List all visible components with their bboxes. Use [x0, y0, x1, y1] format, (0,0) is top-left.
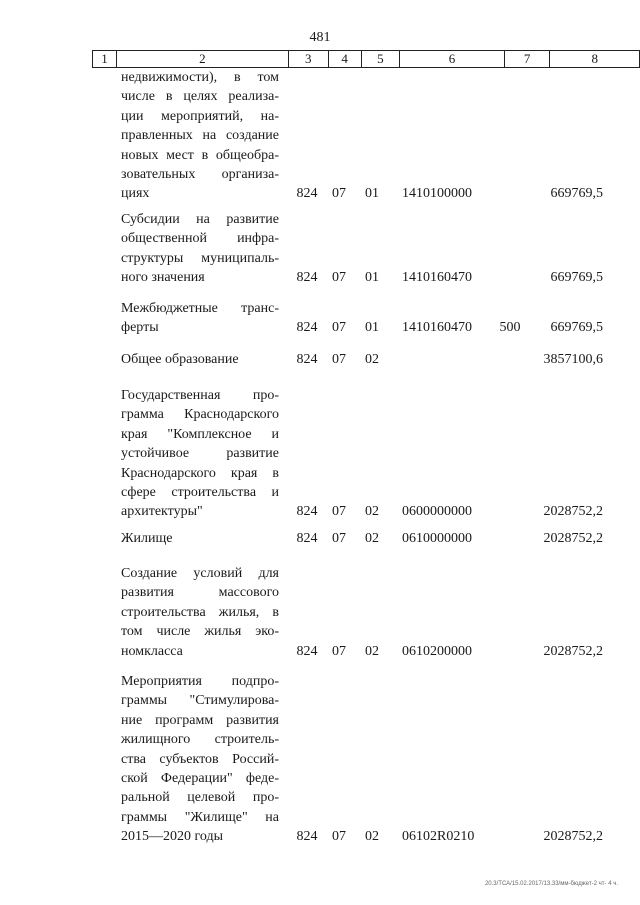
row-description [121, 564, 279, 661]
description-line: ного значения [121, 270, 205, 286]
col-header-4: 4 [328, 51, 361, 68]
description-line: новых мест в общеобра- [121, 147, 279, 163]
subsection-code: 02 [365, 829, 379, 845]
description-line: Субсидии на развитие [121, 212, 279, 227]
row-description [121, 672, 279, 847]
col-header-7: 7 [504, 51, 550, 68]
target-article-code: 0600000000 [402, 504, 472, 520]
subsection-code: 02 [365, 643, 379, 659]
section-code: 07 [332, 829, 346, 845]
description-line: Создание условий для [121, 566, 279, 581]
amount-value: 2028752,2 [543, 531, 603, 546]
subsection-code: 01 [365, 320, 379, 336]
col-header-5: 5 [361, 51, 400, 68]
page-number: 481 [309, 30, 331, 45]
target-article-code: 0610000000 [402, 531, 472, 546]
amount-value: 669769,5 [550, 186, 603, 202]
description-line: Краснодарского края в [121, 465, 279, 481]
ministry-code: 824 [296, 186, 318, 202]
amount-value: 669769,5 [550, 270, 603, 286]
target-article-code: 1410100000 [402, 186, 472, 202]
col-header-2: 2 [116, 51, 288, 68]
col-header-8: 8 [550, 51, 640, 68]
description-line: ции мероприятий, на- [121, 108, 279, 124]
description-line: ской Федерации" феде- [121, 771, 279, 787]
section-code: 07 [332, 270, 346, 286]
description-line: структуры муниципаль- [121, 250, 279, 266]
row-description [121, 210, 279, 288]
description-line: правленных на создание [121, 128, 279, 144]
section-code: 07 [332, 531, 346, 546]
ministry-code: 824 [296, 531, 318, 546]
row-description [121, 299, 279, 338]
description-line: сфере строительства и [121, 485, 279, 501]
description-line: ферты [121, 320, 159, 336]
column-header-row [93, 51, 640, 68]
col-header-3: 3 [288, 51, 328, 68]
ministry-code: 824 [296, 270, 318, 286]
target-article-code: 0610200000 [402, 643, 472, 659]
description-line: недвижимости), в том [121, 70, 279, 85]
description-line: жилищного строитель- [121, 732, 279, 748]
description-line: грамма Краснодарского [121, 407, 279, 423]
description-line: ральной целевой про- [121, 790, 279, 806]
amount-value: 3857100,6 [543, 352, 603, 367]
description-line: Мероприятия подпро- [121, 674, 279, 689]
ministry-code: 824 [296, 352, 318, 367]
ministry-code: 824 [296, 504, 318, 520]
col-header-1: 1 [93, 51, 117, 68]
section-code: 07 [332, 504, 346, 520]
section-code: 07 [332, 186, 346, 202]
description-line: устойчивое развитие [121, 446, 279, 462]
description-line: 2015—2020 годы [121, 829, 224, 845]
amount-value: 2028752,2 [543, 829, 603, 845]
column-header-table [92, 50, 640, 68]
footer-note: 20.3/ТСА/15.02.2017/13.33/мм-бюджет-2 чт- 4 ч. [484, 881, 618, 887]
description-line: Межбюджетные транс- [121, 301, 279, 316]
description-line: числе в целях реализа- [121, 89, 279, 105]
section-code: 07 [332, 352, 346, 367]
description-line: циях [121, 186, 150, 202]
description-line: развития массового [121, 585, 279, 601]
subsection-code: 02 [365, 504, 379, 520]
ministry-code: 824 [296, 320, 318, 336]
ministry-code: 824 [296, 829, 318, 845]
description-line: номкласса [121, 643, 183, 659]
target-article-code: 06102R0210 [402, 829, 475, 845]
subsection-code: 01 [365, 186, 379, 202]
subsection-code: 02 [365, 531, 379, 546]
description-line: общественной инфра- [121, 231, 279, 247]
description-line: архитектуры" [121, 504, 203, 520]
row-description [121, 386, 279, 522]
description-line: Жилище [121, 531, 173, 546]
description-line: ние программ развития [121, 712, 279, 728]
description-line: том числе жилья эко- [121, 624, 279, 640]
target-article-code: 1410160470 [402, 320, 472, 336]
description-line: граммы "Жилище" на [121, 809, 279, 825]
ministry-code: 824 [296, 643, 318, 659]
subsection-code: 01 [365, 270, 379, 286]
description-line: граммы "Стимулирова- [121, 693, 279, 709]
col-header-6: 6 [400, 51, 504, 68]
amount-value: 669769,5 [550, 320, 603, 336]
description-line: зовательных организа- [121, 167, 279, 183]
description-line: ства субъектов Россий- [121, 751, 279, 767]
description-line: строительства жилья, в [121, 604, 279, 620]
expense-type-code: 500 [499, 320, 521, 336]
subsection-code: 02 [365, 352, 379, 367]
section-code: 07 [332, 320, 346, 336]
amount-value: 2028752,2 [543, 643, 603, 659]
target-article-code: 1410160470 [402, 270, 472, 286]
description-line: Общее образование [121, 352, 239, 367]
section-code: 07 [332, 643, 346, 659]
description-line: края "Комплексное и [121, 426, 279, 442]
row-description [121, 529, 279, 548]
description-line: Государственная про- [121, 388, 279, 403]
row-description [121, 350, 279, 369]
row-description [121, 68, 279, 204]
amount-value: 2028752,2 [543, 504, 603, 520]
